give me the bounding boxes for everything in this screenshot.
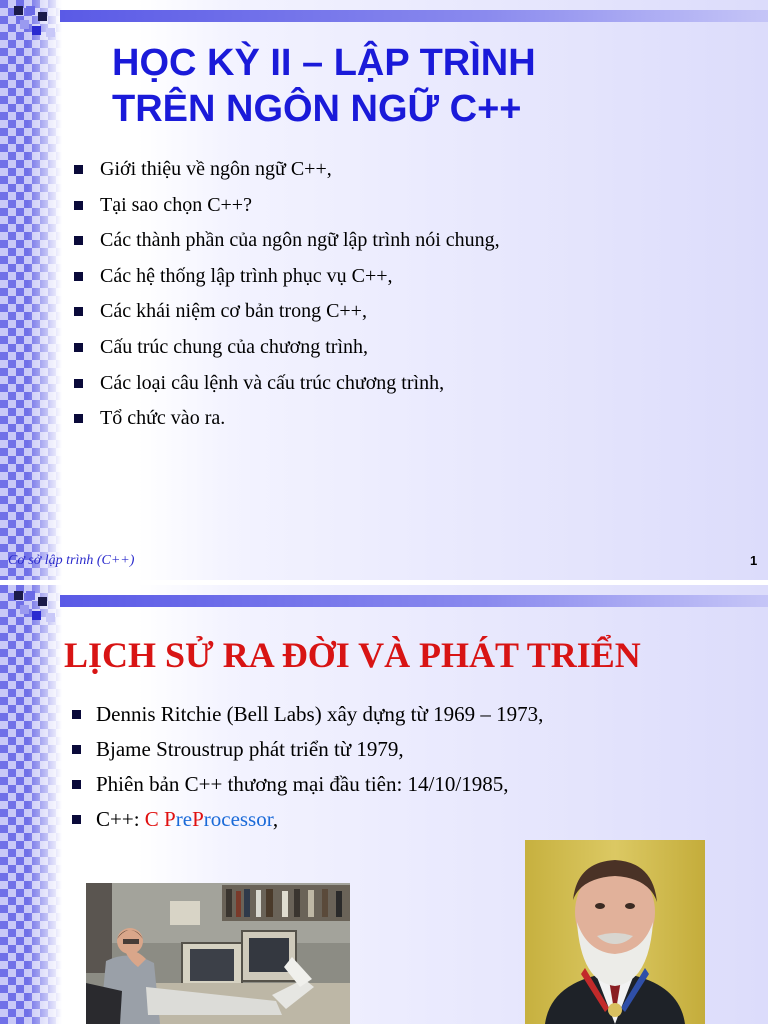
bullet-text: Dennis Ritchie (Bell Labs) xây dựng từ 1969 – 1973,: [96, 702, 544, 726]
corner-squares-icon: [14, 591, 58, 631]
top-bar: [0, 0, 768, 22]
square-bullet-icon: [74, 201, 83, 210]
square-bullet-icon: [74, 414, 83, 423]
bullet-item: [72, 768, 543, 803]
top-bar: [0, 585, 768, 607]
checker-pattern: [0, 0, 62, 580]
slide-footer-text: Cơ sở lập trình (C++): [8, 553, 135, 568]
square-bullet-icon: [74, 236, 83, 245]
slide-1-title-line-2: TRÊN NGÔN NGỮ C++: [112, 88, 522, 130]
bullet-item: [72, 698, 543, 733]
square-bullet-icon: [72, 815, 81, 824]
bullet-item: [74, 332, 500, 368]
slide-2-bullet-list: [72, 698, 543, 838]
bullet-text: Cấu trúc chung của chương trình,: [100, 335, 369, 358]
bullet-item: [72, 733, 543, 768]
bullet-text: Phiên bản C++ thương mại đầu tiên: 14/10/1985,: [96, 772, 509, 796]
bullet-text: Tổ chức vào ra.: [100, 407, 226, 430]
acronym-rocessor: rocessor: [203, 807, 273, 831]
square-bullet-icon: [72, 745, 81, 754]
bullet-text: Các hệ thống lập trình phục vụ C++,: [100, 264, 393, 287]
slide-1-title: [112, 40, 752, 132]
bullet-text: Bjame Stroustrup phát triển từ 1979,: [96, 737, 404, 761]
bullet-text: Các khái niệm cơ bản trong C++,: [100, 300, 367, 323]
person-at-desk-icon: [86, 883, 350, 1024]
acronym-p1: P: [164, 807, 176, 831]
bullet-text: Tại sao chọn C++?: [100, 193, 252, 216]
bullet-text-suffix: ,: [272, 807, 279, 831]
square-bullet-icon: [74, 272, 83, 281]
photo-ritchie: [525, 840, 705, 1024]
bullet-text: Các thành phần của ngôn ngữ lập trình nói chung,: [100, 229, 500, 252]
square-bullet-icon: [72, 780, 81, 789]
bullet-text-prefix: C++:: [96, 807, 145, 831]
slide-1-title-line-1: HỌC KỲ II – LẬP TRÌNH: [112, 42, 536, 84]
bullet-item: [74, 225, 500, 261]
bullet-item: [74, 261, 500, 297]
bullet-item: [72, 803, 543, 838]
bullet-item: [74, 190, 500, 226]
photo-stroustrup: [86, 883, 350, 1024]
slide-2-title: LỊCH SỬ RA ĐỜI VÀ PHÁT TRIỂN: [64, 635, 641, 675]
bullet-text: Các loại câu lệnh và cấu trúc chương trình,: [100, 371, 445, 394]
acronym-p2: P: [192, 807, 204, 831]
bullet-item: [74, 154, 500, 190]
bullet-text: Giới thiệu về ngôn ngữ C++,: [100, 158, 332, 180]
acronym-c: C: [144, 807, 159, 831]
bullet-item: [74, 403, 500, 439]
square-bullet-icon: [74, 343, 83, 352]
square-bullet-icon: [74, 165, 83, 174]
square-bullet-icon: [74, 307, 83, 316]
bullet-item: [74, 296, 500, 332]
bullet-item: [74, 368, 500, 404]
bearded-man-portrait-icon: [525, 840, 705, 1024]
corner-squares-icon: [14, 6, 58, 46]
square-bullet-icon: [72, 710, 81, 719]
square-bullet-icon: [74, 379, 83, 388]
checker-pattern: [0, 585, 62, 1024]
acronym-re: re: [175, 807, 193, 831]
slide-page-number: 1: [750, 553, 758, 568]
slide-1-bullet-list: [74, 154, 500, 439]
